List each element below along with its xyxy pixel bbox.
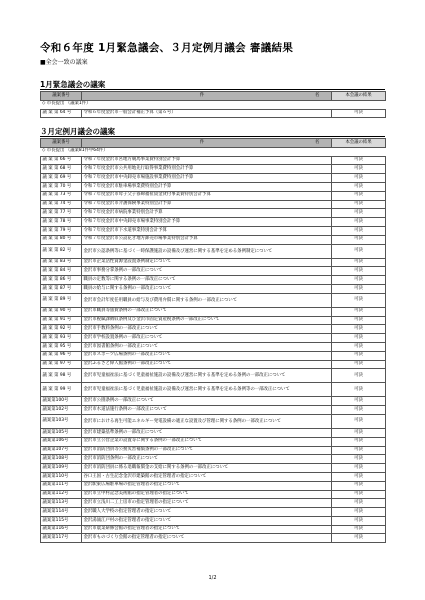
bill-number: 議案第112号 bbox=[41, 490, 82, 499]
bill-name: 令和７年度金沢市介護保険事業特別会計予算 bbox=[82, 200, 332, 209]
table-row bbox=[41, 156, 386, 165]
bill-name: 金沢市職員等旅費条例の一部改正について bbox=[82, 307, 332, 316]
bill-number: 議 案 第 93 号 bbox=[41, 334, 82, 343]
bill-name: 金沢市児童福祉法に基づく児童福祉施設の設備及び運営に関する基準を定める条例等の一部改正について bbox=[82, 383, 332, 397]
bill-name: 金沢市立浅川二工上房市の指定管理者の指定について bbox=[82, 499, 332, 508]
bill-name: 金沢市児童福祉法に基づく児童福祉施設の設備及び運営に関する基準を定める条例の一部改正について bbox=[82, 369, 332, 383]
table-row bbox=[41, 334, 386, 343]
bill-number: 議案第100号 bbox=[41, 397, 82, 406]
bill-result: 可決 bbox=[332, 464, 386, 473]
bill-number: 議 案 第 87 号 bbox=[41, 284, 82, 293]
bill-result: 可決 bbox=[332, 525, 386, 534]
group-label: ◇ 市長提出 （議案81件中64件） bbox=[41, 147, 386, 156]
bill-name: 金沢市立公営企業の設置等に関する条例の一部改正について bbox=[82, 437, 332, 446]
unanimous-heading: ■全会一致の議案 bbox=[40, 59, 88, 66]
table-row bbox=[41, 351, 386, 360]
table-row bbox=[41, 226, 386, 235]
bill-name: 職員の定数等に関する条例の一部改正について bbox=[82, 276, 332, 285]
page-number: 1/2 bbox=[208, 575, 217, 581]
bill-result: 可決 bbox=[332, 516, 386, 525]
table-header-row bbox=[41, 92, 386, 101]
bill-name: 金沢市消防団員に係る退職報償金の支給に関する条例の一部改正について bbox=[82, 464, 332, 473]
table-row bbox=[41, 508, 386, 517]
bill-result: 可決 bbox=[332, 218, 386, 227]
bill-name: 金沢市学校設置条例の一部改正について bbox=[82, 334, 332, 343]
bill-name: 令和７年度金沢市駐車場事業費特別会計予算 bbox=[82, 182, 332, 191]
table-row bbox=[41, 383, 386, 397]
bill-result: 可決 bbox=[332, 316, 386, 325]
group-label: ◇ 市長提出 （議案1件） bbox=[41, 100, 386, 109]
bill-name: 金沢ふるさと偉人館条例の一部改正について bbox=[82, 360, 332, 369]
table-row bbox=[41, 414, 386, 428]
table-row bbox=[41, 200, 386, 209]
bill-number: 議案第105号 bbox=[41, 428, 82, 437]
bill-result: 可決 bbox=[332, 182, 386, 191]
bill-name: 金沢市手数料条例の一部改正について bbox=[82, 325, 332, 334]
bill-number: 議 案 第 92 号 bbox=[41, 325, 82, 334]
table-row bbox=[41, 276, 386, 285]
table-row bbox=[41, 437, 386, 446]
bill-number: 議 案 第 80 号 bbox=[41, 235, 82, 244]
bill-name: 金沢駅東広場駐車場の指定管理者の指定について bbox=[82, 481, 332, 490]
table-row bbox=[41, 534, 386, 543]
section-march-heading: ３月定例月議会の議案 bbox=[40, 127, 115, 136]
table-row bbox=[41, 191, 386, 200]
bill-result: 可決 bbox=[332, 481, 386, 490]
bill-number: 議案第106号 bbox=[41, 437, 82, 446]
bill-result: 可決 bbox=[332, 499, 386, 508]
bill-name: 令和７年度金沢市中央卸売市場施設事業費特別会計予算 bbox=[82, 174, 332, 183]
header-bill-number: 議案番号 bbox=[41, 92, 82, 101]
bill-name: 職員の給与に関する条例の一部改正について bbox=[82, 284, 332, 293]
table-row bbox=[41, 525, 386, 534]
table-row bbox=[41, 342, 386, 351]
bill-name: 金沢市農業研修会館の指定管理者の指定について bbox=[82, 525, 332, 534]
bill-result: 可決 bbox=[332, 226, 386, 235]
bill-number: 議案第108号 bbox=[41, 455, 82, 464]
table-row bbox=[41, 499, 386, 508]
table-row bbox=[41, 464, 386, 473]
header-name-part2: 名 bbox=[314, 139, 320, 145]
bill-number: 議案第116号 bbox=[41, 525, 82, 534]
bill-result: 可決 bbox=[332, 397, 386, 406]
bill-result: 可決 bbox=[332, 235, 386, 244]
bill-name: 令和７年度金沢市下水道事業特別会計予算 bbox=[82, 226, 332, 235]
table-row bbox=[41, 446, 386, 455]
bill-result: 可決 bbox=[332, 244, 386, 258]
bill-number: 議 案 第 73 号 bbox=[41, 191, 82, 200]
table-row bbox=[41, 369, 386, 383]
bill-number: 議案第102号 bbox=[41, 406, 82, 415]
bill-name: 金沢市スポーツ広場条例の一部改正について bbox=[82, 351, 332, 360]
table-row bbox=[41, 109, 386, 118]
table-row bbox=[41, 490, 386, 499]
bill-result: 可決 bbox=[332, 508, 386, 517]
bill-name: 令和７年度金沢市宮地方競馬事業費特別会計予算 bbox=[82, 156, 332, 165]
table-row bbox=[41, 174, 386, 183]
bill-name: 金沢湯涌江戸村の指定管理者の指定について bbox=[82, 516, 332, 525]
bill-number: 議 案 第 68 号 bbox=[41, 165, 82, 174]
table-row bbox=[41, 258, 386, 267]
table-row bbox=[41, 284, 386, 293]
bill-name: 金沢市水道法施行条例の一部改正について bbox=[82, 406, 332, 415]
bill-number: 議 案 第 69 号 bbox=[41, 174, 82, 183]
header-bill-number: 議案番号 bbox=[41, 139, 82, 148]
table-row bbox=[41, 325, 386, 334]
section-january-heading: 1月緊急議会の議案 bbox=[40, 80, 106, 89]
bill-number: 議 案 第 64 号 bbox=[41, 109, 82, 118]
bill-result: 可決 bbox=[332, 307, 386, 316]
header-bill-name bbox=[82, 92, 332, 101]
bill-name: 令和７年度金沢市病院事業特別会計予算 bbox=[82, 209, 332, 218]
header-name-part2: 名 bbox=[314, 92, 320, 98]
bill-number: 議案第111号 bbox=[41, 481, 82, 490]
bill-number: 議 案 第 98 号 bbox=[41, 369, 82, 383]
table-row bbox=[41, 307, 386, 316]
bill-result: 可決 bbox=[332, 446, 386, 455]
bill-name: 金沢市企業活性資源金設置条例制定について bbox=[82, 258, 332, 267]
bill-result: 可決 bbox=[332, 360, 386, 369]
group-row bbox=[41, 100, 386, 109]
group-row bbox=[41, 147, 386, 156]
table-row bbox=[41, 428, 386, 437]
bill-number: 議案第109号 bbox=[41, 464, 82, 473]
header-result: 本会議の結果 bbox=[332, 139, 386, 148]
bill-number: 議 案 第 82 号 bbox=[41, 244, 82, 258]
table-row bbox=[41, 316, 386, 325]
table-row bbox=[41, 481, 386, 490]
bill-name: 令和７年度金沢市母子父子寡婦福祉資金貸付事業費特別会計予算 bbox=[82, 191, 332, 200]
table-row bbox=[41, 165, 386, 174]
bill-result: 可決 bbox=[332, 109, 386, 118]
bill-result: 可決 bbox=[332, 209, 386, 218]
bill-number: 議 案 第 70 号 bbox=[41, 182, 82, 191]
bill-name: 金沢市公園条例の一部改正について bbox=[82, 397, 332, 406]
bill-name: 金沢市ものづくり会館の指定管理者の指定について bbox=[82, 534, 332, 543]
bill-result: 可決 bbox=[332, 490, 386, 499]
bill-number: 議 案 第 79 号 bbox=[41, 226, 82, 235]
bill-result: 可決 bbox=[332, 284, 386, 293]
bill-result: 可決 bbox=[332, 334, 386, 343]
table-row bbox=[41, 267, 386, 276]
bill-number: 議 案 第 78 号 bbox=[41, 218, 82, 227]
bill-name: 谷口王国・古生記念金沢市建築館の指定管理者の指定について bbox=[82, 472, 332, 481]
bill-number: 議 案 第 96 号 bbox=[41, 351, 82, 360]
header-name-part1: 件 bbox=[199, 92, 205, 98]
section-march-rule bbox=[40, 136, 385, 137]
section-january-rule bbox=[40, 89, 385, 90]
bill-number: 議 案 第 66 号 bbox=[41, 156, 82, 165]
bill-name: 金沢市消防団員等公務災害補償条例の一部改正について bbox=[82, 446, 332, 455]
bill-name: 金沢市税賦課徴収条例及び金沢市固定資産税条例の一部改正について bbox=[82, 316, 332, 325]
bill-result: 可決 bbox=[332, 342, 386, 351]
bill-name: 金沢市立中村記念美術館の指定管理者の指定について bbox=[82, 490, 332, 499]
bill-name: 金沢職人大学校の指定管理者の指定について bbox=[82, 508, 332, 517]
bill-name: 金沢市図書館条例の一部改正について bbox=[82, 342, 332, 351]
header-result: 本会議の結果 bbox=[332, 92, 386, 101]
bill-name: 金沢市事務分掌条例の一部改正について bbox=[82, 267, 332, 276]
bill-number: 議案第107号 bbox=[41, 446, 82, 455]
bill-result: 可決 bbox=[332, 325, 386, 334]
bill-result: 可決 bbox=[332, 200, 386, 209]
bill-number: 議案第110号 bbox=[41, 472, 82, 481]
bill-number: 議案第115号 bbox=[41, 516, 82, 525]
bill-number: 議 案 第 77 号 bbox=[41, 209, 82, 218]
table-row bbox=[41, 235, 386, 244]
bill-result: 可決 bbox=[332, 276, 386, 285]
bill-result: 可決 bbox=[332, 156, 386, 165]
bill-name: 令和７年度金沢市公設花き地方卸売市場事業特別会計予算 bbox=[82, 235, 332, 244]
bill-result: 可決 bbox=[332, 437, 386, 446]
bill-name: 金沢市公認条例等に基づく一時保護施設の設備及び運営に関する基準を定める条例制定について bbox=[82, 244, 332, 258]
table-row bbox=[41, 516, 386, 525]
bill-result: 可決 bbox=[332, 472, 386, 481]
bill-result: 可決 bbox=[332, 174, 386, 183]
table-header-row bbox=[41, 139, 386, 148]
bill-name: 令和７年度金沢市公共用地先行取得事業費特別会計予算 bbox=[82, 165, 332, 174]
january-bills-table bbox=[40, 91, 386, 118]
table-row bbox=[41, 293, 386, 307]
bill-result: 可決 bbox=[332, 414, 386, 428]
bill-result: 可決 bbox=[332, 258, 386, 267]
bill-number: 議案第113号 bbox=[41, 499, 82, 508]
bill-number: 議 案 第 97 号 bbox=[41, 360, 82, 369]
bill-name: 金沢市消防団条例の一部改正について bbox=[82, 455, 332, 464]
bill-result: 可決 bbox=[332, 369, 386, 383]
bill-number: 議 案 第 83 号 bbox=[41, 258, 82, 267]
page-title: 令和６年度 1月緊急議会、３月定例月議会 審議結果 bbox=[40, 42, 294, 54]
bill-result: 可決 bbox=[332, 534, 386, 543]
bill-number: 議 案 第 99 号 bbox=[41, 383, 82, 397]
bill-name: 金沢市会計年度任用職員の給与及び費用弁償に関する条例の一部改正について bbox=[82, 293, 332, 307]
table-row bbox=[41, 455, 386, 464]
header-bill-name bbox=[82, 139, 332, 148]
header-name-part1: 件 bbox=[199, 139, 205, 145]
table-row bbox=[41, 397, 386, 406]
bill-name: 金沢市における再生可能エネルギー発電設備の適正な設置及び管理に関する条例の一部改正について bbox=[82, 414, 332, 428]
table-row bbox=[41, 209, 386, 218]
bill-number: 議 案 第 89 号 bbox=[41, 293, 82, 307]
bill-number: 議 案 第 95 号 bbox=[41, 342, 82, 351]
bill-number: 議 案 第 91 号 bbox=[41, 316, 82, 325]
bill-name: 金沢市建築基準条例の一部改正について bbox=[82, 428, 332, 437]
bill-name: 令和７年度金沢市中央卸売市場事業特別会計予算 bbox=[82, 218, 332, 227]
table-row bbox=[41, 360, 386, 369]
bill-number: 議 案 第 86 号 bbox=[41, 276, 82, 285]
bill-result: 可決 bbox=[332, 293, 386, 307]
table-row bbox=[41, 182, 386, 191]
bill-number: 議案第114号 bbox=[41, 508, 82, 517]
table-row bbox=[41, 472, 386, 481]
bill-number: 議 案 第 90 号 bbox=[41, 307, 82, 316]
bill-result: 可決 bbox=[332, 406, 386, 415]
march-bills-table bbox=[40, 138, 386, 543]
bill-number: 議案第103号 bbox=[41, 414, 82, 428]
bill-result: 可決 bbox=[332, 351, 386, 360]
bill-result: 可決 bbox=[332, 428, 386, 437]
bill-number: 議 案 第 84 号 bbox=[41, 267, 82, 276]
table-row bbox=[41, 218, 386, 227]
bill-name: 令和６年度金沢市一般会計補正予算（第６号） bbox=[82, 109, 332, 118]
bill-result: 可決 bbox=[332, 267, 386, 276]
bill-number: 議案第117号 bbox=[41, 534, 82, 543]
bill-number: 議 案 第 74 号 bbox=[41, 200, 82, 209]
table-row bbox=[41, 406, 386, 415]
bill-result: 可決 bbox=[332, 165, 386, 174]
bill-result: 可決 bbox=[332, 191, 386, 200]
bill-result: 可決 bbox=[332, 455, 386, 464]
bill-result: 可決 bbox=[332, 383, 386, 397]
table-row bbox=[41, 244, 386, 258]
